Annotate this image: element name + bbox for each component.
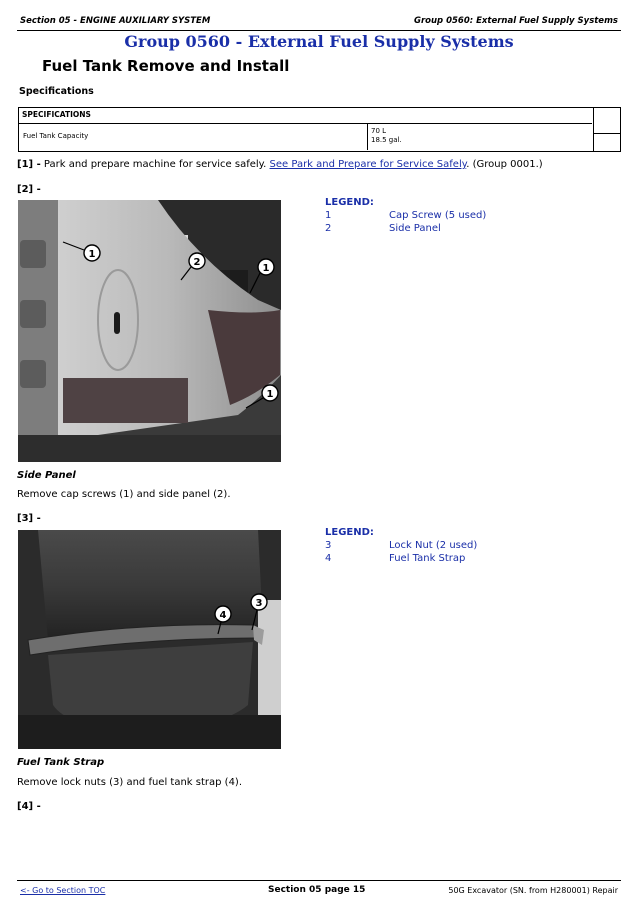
legend-step-2 bbox=[325, 197, 625, 237]
legend-row bbox=[325, 210, 625, 223]
specifications-heading: Specifications bbox=[19, 86, 94, 97]
callout-4: 4 bbox=[219, 610, 227, 621]
legend-text: Cap Screw (5 used) bbox=[389, 210, 487, 221]
legend-number: 1 bbox=[325, 210, 332, 221]
step-3-instruction: Remove lock nuts (3) and fuel tank strap (4). bbox=[17, 777, 243, 788]
specifications-table bbox=[18, 107, 620, 152]
step-1-number: [1] - bbox=[17, 159, 41, 170]
header-divider bbox=[17, 30, 621, 31]
legend-number: 2 bbox=[325, 223, 332, 234]
legend-text: Lock Nut (2 used) bbox=[389, 540, 478, 551]
legend-number: 4 bbox=[325, 553, 332, 564]
legend-text: Fuel Tank Strap bbox=[389, 553, 466, 564]
step-4-number: [4] - bbox=[17, 801, 41, 812]
table-cell-value-us: 18.5 gal. bbox=[371, 136, 402, 144]
page-number: Section 05 page 15 bbox=[268, 885, 366, 895]
callout-1b: 1 bbox=[262, 263, 270, 274]
model-label: 50G Excavator (SN. from H280001) Repair bbox=[448, 886, 618, 895]
side-panel-photo bbox=[18, 200, 281, 462]
step-2-number: [2] - bbox=[17, 184, 41, 195]
legend-title: LEGEND: bbox=[325, 197, 374, 208]
caption-side-panel: Side Panel bbox=[17, 470, 76, 481]
table-side-box bbox=[593, 107, 621, 152]
table-cell-label: Fuel Tank Capacity bbox=[23, 132, 89, 140]
step-1-text: Park and prepare machine for service safely. bbox=[43, 159, 267, 170]
park-prepare-link[interactable]: See Park and Prepare for Service Safely bbox=[269, 159, 467, 170]
legend-title: LEGEND: bbox=[325, 527, 374, 538]
legend-row bbox=[325, 540, 625, 553]
step-3-number: [3] - bbox=[17, 513, 41, 524]
step-2-instruction: Remove cap screws (1) and side panel (2). bbox=[17, 489, 231, 500]
legend-step-3 bbox=[325, 527, 625, 567]
table-header-row bbox=[18, 107, 592, 124]
caption-fuel-tank-strap: Fuel Tank Strap bbox=[17, 757, 105, 768]
callout-1c: 1 bbox=[266, 389, 274, 400]
table-header-cell: SPECIFICATIONS bbox=[22, 110, 91, 119]
group-title: Group 0560 - External Fuel Supply Systems bbox=[124, 32, 514, 51]
table-column-divider bbox=[367, 124, 368, 150]
step-1-suffix: . (Group 0001.) bbox=[466, 159, 543, 170]
header-section: Section 05 - ENGINE AUXILIARY SYSTEM bbox=[20, 16, 211, 26]
table-cell-value-metric: 70 L bbox=[371, 127, 387, 135]
step-1 bbox=[17, 159, 543, 170]
callout-2: 2 bbox=[193, 257, 201, 268]
footer-divider bbox=[17, 880, 621, 881]
legend-text: Side Panel bbox=[389, 223, 441, 234]
legend-number: 3 bbox=[325, 540, 332, 551]
legend-row bbox=[325, 553, 625, 566]
fuel-tank-strap-photo bbox=[18, 530, 281, 749]
page-title: Fuel Tank Remove and Install bbox=[42, 57, 290, 75]
legend-row bbox=[325, 223, 625, 236]
header-group: Group 0560: External Fuel Supply Systems bbox=[414, 16, 618, 26]
callout-1a: 1 bbox=[88, 249, 96, 260]
callout-3: 3 bbox=[255, 598, 263, 609]
section-toc-link[interactable]: <- Go to Section TOC bbox=[20, 886, 106, 895]
